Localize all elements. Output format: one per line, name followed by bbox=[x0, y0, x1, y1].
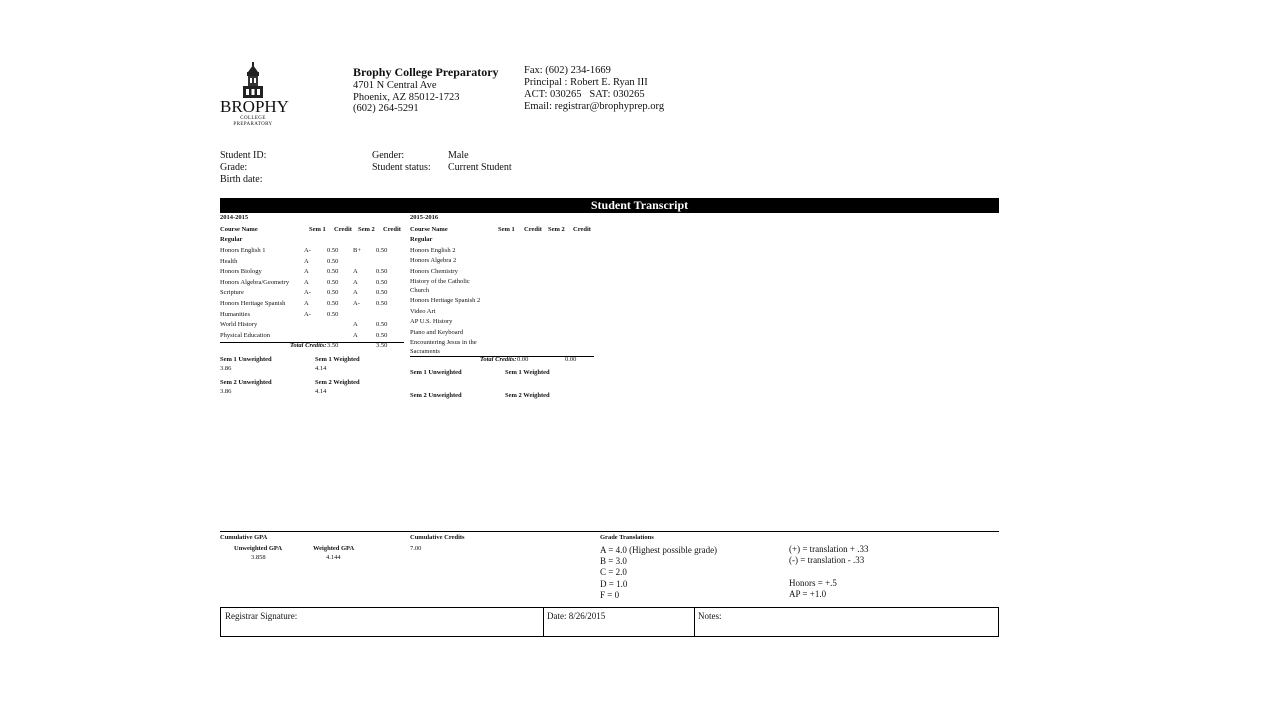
school-principal: Principal : Robert E. Ryan III bbox=[524, 77, 648, 88]
sem1-credit: 0.50 bbox=[327, 258, 339, 265]
student-status-value: Current Student bbox=[448, 162, 512, 173]
logo-wordmark: BROPHY bbox=[220, 97, 289, 116]
column-header-credit1: Credit bbox=[524, 226, 542, 233]
total-credits-sem2: 0.00 bbox=[565, 356, 577, 363]
column-header-sem2: Sem 2 bbox=[548, 226, 565, 233]
sem2-grade: A bbox=[353, 289, 358, 296]
sem2-unweighted-label: Sem 2 Unweighted bbox=[220, 379, 272, 386]
column-header-course: Course Name bbox=[220, 226, 258, 233]
school-address-line1: 4701 N Central Ave bbox=[353, 80, 437, 91]
sem2-credit: 0.50 bbox=[376, 268, 388, 275]
signature-box bbox=[220, 607, 999, 637]
course-name: Honors Algebra/Geometry bbox=[220, 279, 290, 286]
column-header-sem1: Sem 1 bbox=[498, 226, 515, 233]
grade-translation-item: C = 2.0 bbox=[600, 567, 627, 578]
column-header-course: Course Name bbox=[410, 226, 448, 233]
course-name: Scripture bbox=[220, 289, 244, 296]
total-credits-label: Total Credits: bbox=[290, 342, 327, 349]
sem2-credit: 0.50 bbox=[376, 289, 388, 296]
sem2-weighted-value: 4.14 bbox=[315, 388, 327, 395]
course-category: Regular bbox=[410, 236, 433, 243]
course-name-continued: Sacraments bbox=[410, 348, 440, 355]
registrar-signature-label: Registrar Signature: bbox=[225, 611, 298, 621]
sem1-credit: 0.50 bbox=[327, 268, 339, 275]
unweighted-gpa-value: 3.858 bbox=[251, 554, 266, 561]
gender-label: Gender: bbox=[372, 150, 405, 161]
sem1-unweighted-value: 3.86 bbox=[220, 365, 232, 372]
logo-subtitle: COLLEGE PREPARATORY bbox=[233, 116, 273, 127]
school-logo bbox=[220, 62, 289, 127]
sem2-grade: A- bbox=[353, 300, 360, 307]
total-credits-label: Total Credits: bbox=[480, 356, 517, 363]
course-name: Physical Education bbox=[220, 332, 271, 339]
sem1-credit: 0.50 bbox=[327, 311, 339, 318]
grade-translation-item: AP = +1.0 bbox=[789, 588, 827, 599]
sem2-weighted-label: Sem 2 Weighted bbox=[315, 379, 360, 386]
sem1-weighted-label: Sem 1 Weighted bbox=[505, 369, 550, 376]
course-name: Honors Biology bbox=[220, 268, 262, 275]
course-name: History of the Catholic bbox=[410, 278, 470, 285]
sem2-credit: 0.50 bbox=[376, 332, 388, 339]
course-name-continued: Church bbox=[410, 287, 430, 294]
sem1-grade: A bbox=[304, 258, 309, 265]
sem2-grade: A bbox=[353, 332, 358, 339]
sem1-grade: A bbox=[304, 300, 309, 307]
total-credits-sem1: 3.50 bbox=[327, 342, 339, 349]
sem2-credit: 0.50 bbox=[376, 321, 388, 328]
school-fax: Fax: (602) 234-1669 bbox=[524, 65, 611, 76]
sem1-unweighted-label: Sem 1 Unweighted bbox=[410, 369, 462, 376]
year-heading: 2014-2015 bbox=[220, 214, 249, 221]
course-name: AP U.S. History bbox=[410, 318, 453, 325]
sem2-weighted-label: Sem 2 Weighted bbox=[505, 392, 550, 399]
grade-translation-item: (+) = translation + .33 bbox=[789, 544, 869, 554]
grade-translation-item: D = 1.0 bbox=[600, 578, 628, 589]
course-name: Honors English 2 bbox=[410, 247, 456, 254]
grade-translations-title: Grade Translations bbox=[600, 534, 654, 541]
column-header-credit2: Credit bbox=[573, 226, 591, 233]
sem2-grade: A bbox=[353, 268, 358, 275]
grade-translation-item: B = 3.0 bbox=[600, 556, 627, 567]
course-name: Honors Heritage Spanish bbox=[220, 300, 286, 307]
grade-translation-item: F = 0 bbox=[600, 589, 620, 600]
sem1-grade: A- bbox=[304, 289, 311, 296]
course-name: Honors English 1 bbox=[220, 247, 266, 254]
course-name: Encountering Jesus in the bbox=[410, 339, 477, 346]
footer-rule bbox=[220, 531, 999, 532]
bell-tower-icon bbox=[242, 62, 264, 98]
sem2-grade: B+ bbox=[353, 247, 362, 254]
weighted-gpa-value: 4.144 bbox=[326, 554, 341, 561]
column-header-credit1: Credit bbox=[334, 226, 352, 233]
cumulative-gpa-title: Cumulative GPA bbox=[220, 534, 268, 541]
sem2-grade: A bbox=[353, 321, 358, 328]
transcript-title: Student Transcript bbox=[590, 198, 689, 212]
course-name: Honors Algebra 2 bbox=[410, 257, 457, 264]
school-test-codes: ACT: 030265 SAT: 030265 bbox=[524, 89, 645, 100]
unweighted-gpa-label: Unweighted GPA bbox=[234, 545, 283, 552]
school-phone: (602) 264-5291 bbox=[353, 103, 419, 114]
year-heading: 2015-2016 bbox=[410, 214, 439, 221]
sem1-grade: A- bbox=[304, 247, 311, 254]
total-credits-sem1: 0.00 bbox=[517, 356, 529, 363]
column-header-sem1: Sem 1 bbox=[309, 226, 326, 233]
sem1-grade: A bbox=[304, 279, 309, 286]
date-label: Date: 8/26/2015 bbox=[547, 611, 606, 621]
course-category: Regular bbox=[220, 236, 243, 243]
sem1-weighted-label: Sem 1 Weighted bbox=[315, 356, 360, 363]
sem2-unweighted-label: Sem 2 Unweighted bbox=[410, 392, 462, 399]
sem2-credit: 0.50 bbox=[376, 300, 388, 307]
cumulative-credits-value: 7.00 bbox=[410, 545, 422, 552]
sem1-credit: 0.50 bbox=[327, 300, 339, 307]
sem1-credit: 0.50 bbox=[327, 247, 339, 254]
sem2-unweighted-value: 3.86 bbox=[220, 388, 232, 395]
school-email: Email: registrar@brophyprep.org bbox=[524, 101, 665, 112]
sem1-credit: 0.50 bbox=[327, 279, 339, 286]
sem2-credit: 0.50 bbox=[376, 247, 388, 254]
sem1-grade: A- bbox=[304, 311, 311, 318]
transcript-title-band bbox=[220, 198, 999, 213]
cumulative-credits-title: Cumulative Credits bbox=[410, 534, 465, 541]
course-name: Video Art bbox=[410, 308, 436, 315]
school-name: Brophy College Preparatory bbox=[353, 65, 499, 79]
sem2-grade: A bbox=[353, 279, 358, 286]
course-name: Humanities bbox=[220, 311, 250, 318]
course-name: Piano and Keyboard bbox=[410, 329, 464, 336]
sem1-unweighted-label: Sem 1 Unweighted bbox=[220, 356, 272, 363]
student-id-label: Student ID: bbox=[220, 150, 267, 161]
birth-date-label: Birth date: bbox=[220, 174, 263, 185]
grade-label: Grade: bbox=[220, 162, 248, 173]
column-header-sem2: Sem 2 bbox=[358, 226, 375, 233]
grade-translation-item: Honors = +.5 bbox=[789, 577, 837, 588]
grade-translation-item: A = 4.0 (Highest possible grade) bbox=[600, 545, 718, 555]
gender-value: Male bbox=[448, 150, 469, 161]
sem1-grade: A bbox=[304, 268, 309, 275]
course-name: Honors Chemistry bbox=[410, 268, 458, 275]
sem1-weighted-value: 4.14 bbox=[315, 365, 327, 372]
course-name: Honors Heritage Spanish 2 bbox=[410, 297, 481, 304]
course-name: Health bbox=[220, 258, 238, 265]
weighted-gpa-label: Weighted GPA bbox=[313, 545, 355, 552]
school-address-line2: Phoenix, AZ 85012-1723 bbox=[353, 92, 460, 103]
total-credits-sem2: 3.50 bbox=[376, 342, 388, 349]
grade-translation-item: (-) = translation - .33 bbox=[789, 555, 865, 566]
sem1-credit: 0.50 bbox=[327, 289, 339, 296]
column-header-credit2: Credit bbox=[383, 226, 401, 233]
student-status-label: Student status: bbox=[372, 162, 431, 173]
course-name: World History bbox=[220, 321, 258, 328]
sem2-credit: 0.50 bbox=[376, 279, 388, 286]
notes-label: Notes: bbox=[698, 611, 722, 621]
